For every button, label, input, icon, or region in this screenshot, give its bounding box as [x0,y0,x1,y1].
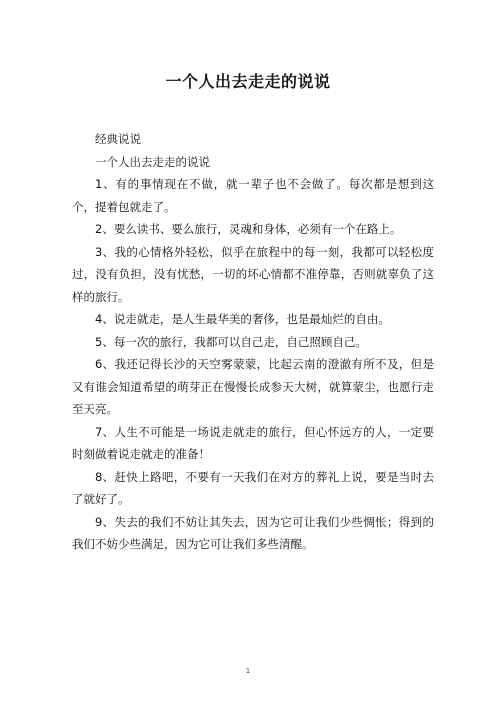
body-line: 9、失去的我们不妨让其失去，因为它可让我们少些惆怅；得到的我们不妨少些满足，因为它可让我们多些清醒。 [72,514,434,551]
body-line: 8、赶快上路吧，不要有一天我们在对方的葬礼上说，要是当时去了就好了。 [72,469,434,506]
body-line: 7、人生不可能是一场说走就走的旅行，但心怀远方的人，一定要时刻做着说走就走的准备！ [72,424,434,461]
body-line: 6、我还记得长沙的天空雾蒙蒙，比起云南的澄澈有所不及，但是又有谁会知道希望的萌芽正在慢慢长成参天大树，就算蒙尘，也愿行走至天亮。 [72,357,434,416]
body-line: 1、有的事情现在不做，就一辈子也不会做了。每次都是想到这个，提着包就走了。 [72,177,434,214]
body-line: 2、要么读书、要么旅行，灵魂和身体，必须有一个在路上。 [95,222,402,236]
document-title: 一个人出去走走的说说 [165,72,331,91]
document-body [72,128,434,556]
body-line: 经典说说 [95,132,141,146]
body-line: 3、我的心情格外轻松，似乎在旅程中的每一刻，我都可以轻松度过，没有负担，没有忧愁，一切的坏心情都不准停靠，否则就辜负了这样的旅行。 [72,244,434,304]
body-line: 5、每一次的旅行，我都可以自己走，自己照顾自己。 [95,334,367,349]
body-line: 4、说走就走，是人生最华美的奢侈，也是最灿烂的自由。 [95,312,390,326]
body-line: 一个人出去走走的说说 [95,154,210,169]
page-number: 1 [245,667,251,675]
